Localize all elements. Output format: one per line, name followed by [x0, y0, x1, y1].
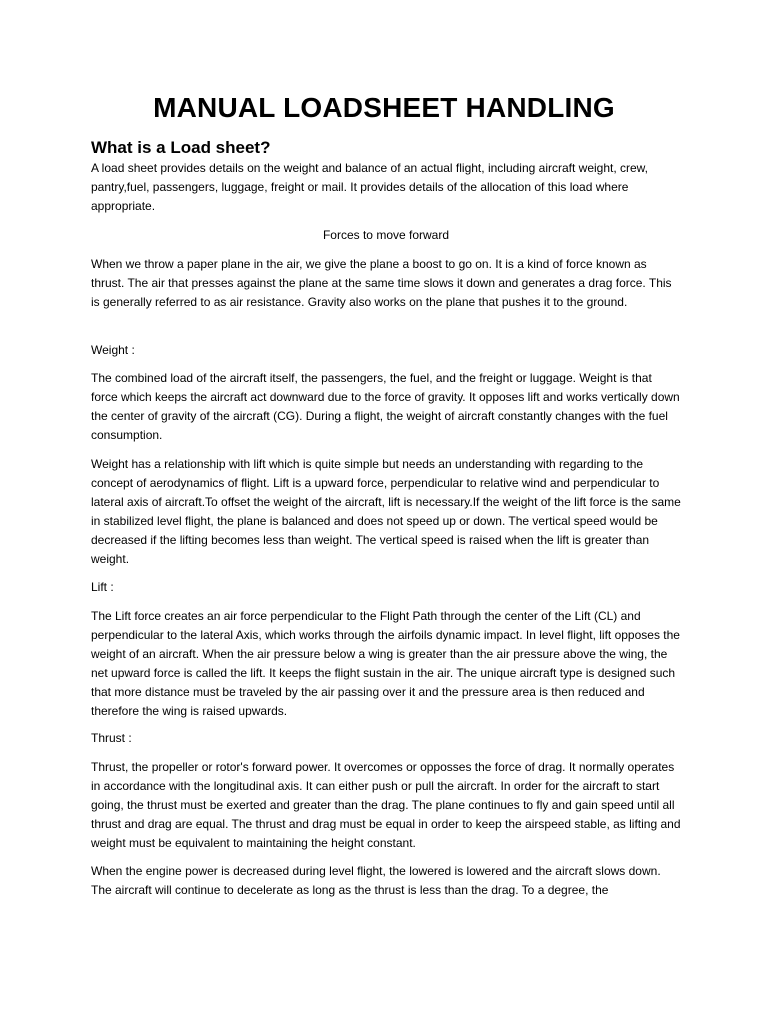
paragraph-paper-plane: When we throw a paper plane in the air, we give the plane a boost to go on. It is a kind of force known as thrust. The air that presses against the plane at the same time slows it down and generates a drag force. This is generally referred to as air resistance. Gravity also works on the plane that pushes it to the ground. [91, 257, 672, 309]
subheading-forces: Forces to move forward [322, 228, 450, 242]
thrust-label: Thrust : [91, 731, 132, 745]
paragraph-weight-2: Weight has a relationship with lift which is quite simple but needs an understanding with regarding to the concept of aerodynamics of flight. Lift is a upward force, perpendicular to relative wind and perpendicular to lateral axis of aircraft.To offset the weight of the aircraft, lift is necessary.If the weight of the lift force is the same in stabilized level flight, the plane is balanced and does not speed up or down. The vertical speed would be decreased if the lifting becomes less than weight. The vertical speed is raised when the lift is greater than weight. [91, 457, 681, 566]
paragraph-thrust-2: When the engine power is decreased during level flight, the lowered is lowered and the aircraft slows down. The aircraft will continue to decelerate as long as the thrust is less than the drag. To a degree, the [91, 864, 661, 897]
weight-label: Weight : [91, 343, 135, 357]
section-heading: What is a Load sheet? [91, 138, 271, 157]
paragraph-weight-1: The combined load of the aircraft itself, the passengers, the fuel, and the freight or luggage. Weight is that force which keeps the aircraft act downward due to the force of gravity. It opposes lift and works vertically down the center of gravity of the aircraft (CG). During a flight, the weight of aircraft constantly changes with the fuel consumption. [91, 371, 680, 442]
lift-label: Lift : [91, 580, 114, 594]
paragraph-thrust-1: Thrust, the propeller or rotor's forward power. It overcomes or opposses the force of drag. It normally operates in accordance with the longitudinal axis. It can either push or pull the aircraft. In order for the aircraft to start going, the thrust must be exerted and greater than the drag. The plane continues to fly and gain speed until all thrust and drag are equal. The thrust and drag must be equal in order to keep the airspeed stable, as lifting and weight must be equivalent to maintaining the height constant. [91, 760, 681, 850]
intro-paragraph: A load sheet provides details on the weight and balance of an actual flight, including aircraft weight, crew, pantry,fuel, passengers, luggage, freight or mail. It provides details of the allocation of this load where appropriate. [91, 161, 649, 213]
document-title: MANUAL LOADSHEET HANDLING [153, 92, 615, 123]
paragraph-lift: The Lift force creates an air force perpendicular to the Flight Path through the center of the Lift (CL) and perpendicular to the lateral Axis, which works through the airfoils dynamic impact. In level flight, lift opposes the weight of an aircraft. When the air pressure below a wing is greater than the air pressure above the wing, the net upward force is called the lift. It keeps the flight sustain in the air. The unique aircraft type is designed such that more distance must be traveled by the air passing over it and the pressure area is then reduced and therefore the wing is raised upwards. [91, 609, 680, 718]
